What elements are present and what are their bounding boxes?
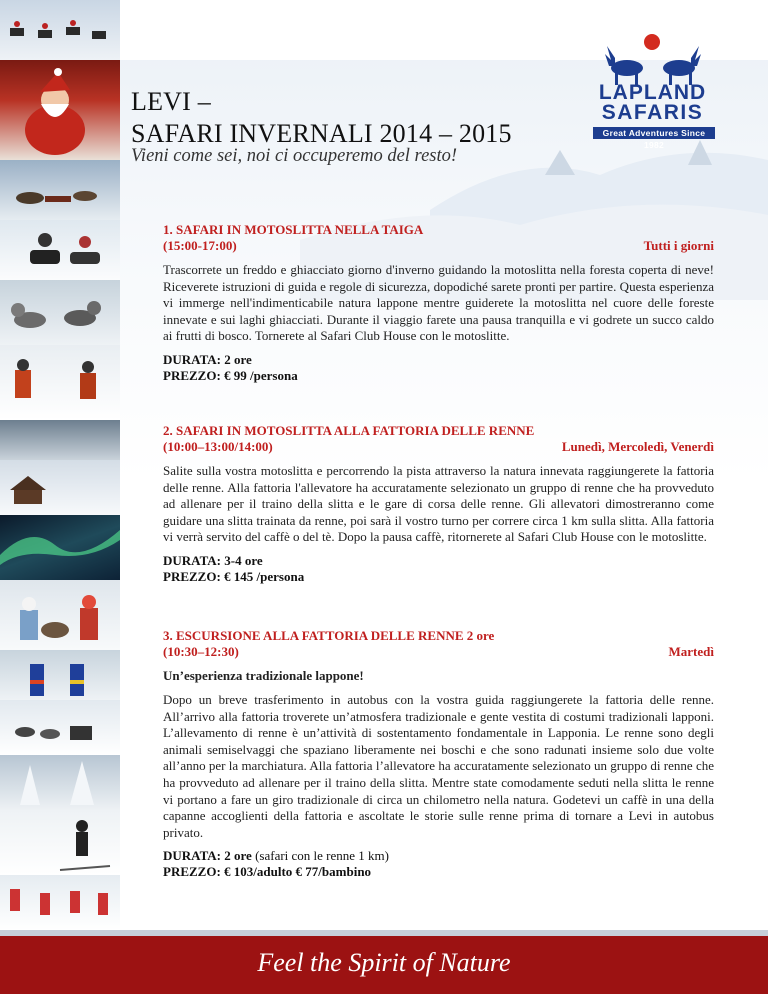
duration-value: 2 ore: [224, 351, 252, 367]
section-snowmobile-taiga: [163, 222, 714, 384]
price-label: PREZZO:: [163, 864, 221, 880]
section-schedule: [163, 238, 714, 254]
photo-sami-people: [0, 650, 120, 700]
title-line-1: LEVI –: [131, 87, 211, 116]
price-line: [163, 368, 714, 384]
section-title: 2. SAFARI IN MOTOSLITTA ALLA FATTORIA DELLE RENNE: [163, 423, 535, 438]
photo-dog-sled: [0, 700, 120, 755]
logo-tagline: Great Adventures Since 1982: [593, 127, 715, 139]
duration-label: DURATA:: [163, 351, 222, 367]
section-days: Tutti i giorni: [643, 238, 714, 253]
section-title: 1. SAFARI IN MOTOSLITTA NELLA TAIGA: [163, 222, 424, 237]
photo-snow-people: [0, 345, 120, 420]
photo-children-reindeer: [0, 580, 120, 650]
duration-value: 3-4 ore: [224, 552, 263, 568]
section-description: Trascorrete un freddo e ghiacciato giorno d'inverno guidando la motoslitta nella foresta coperta di neve! Riceverete istruzioni di guida e regole di sicurezza, dopodiché sarete pronti per partire. Questa esperienza vi immerge nell'indimenticabile natura lappone mentre guiderete la motoslitta nel cuore delle foreste innevate e sui laghi ghiacciati. Durante il viaggio farete una pausa tranquilla e vi godrete un succo caldo ai frutti di bosco. Tornerete al Safari Club House con le motoslitte.: [163, 262, 714, 344]
section-intro: Un’esperienza tradizionale lappone!: [163, 668, 364, 683]
duration-line: [163, 553, 714, 569]
photo-snowshoe-group: [0, 875, 120, 930]
photo-reindeer-sled: [0, 160, 120, 220]
duration-value: 2 ore: [224, 848, 252, 864]
photo-snowmobile-riders: [0, 220, 120, 280]
photo-winter-forest: [0, 420, 120, 460]
photo-cross-country-ski: [0, 810, 120, 875]
photo-snow-trees: [0, 755, 120, 810]
price-line: [163, 569, 714, 585]
section-description: Dopo un breve trasferimento in autobus con la vostra guida raggiungerete la fattoria delle renne. All’arrivo alla fattoria troverete un’atmosfera tradizionale e gente vestita di costumi tradizionali lapponi. L’allevamento di renne è un’attività di sostentamento fondamentale in Lapponia. Le renne sono degli animali semiselvaggi che spaziano liberamente nei boschi e che sono radunati insieme solo due volte all’anno per la marchiatura. Alla fattoria l’allevatore ha accuratamente selezionato un gruppo di renne che ha provveduto ad allenare per il traino della slitta. Mentre state comodamente seduti nella slitta le renne vi portano a fare un giro tradizionale di circa un chilometro nella natura. Godetevi un caffè in una della capanne accoglienti della fattoria e ascoltate le storie sulle renne prima di tornare a Levi in autobus privato.: [163, 692, 714, 840]
duration-note: (safari con le renne 1 km): [255, 848, 389, 864]
logo-text-safaris: SAFARIS: [601, 101, 704, 124]
section-time: (10:30–12:30): [163, 644, 239, 659]
logo-text-lapland: LAPLAND: [598, 81, 707, 104]
price-value: € 103/adulto € 77/bambino: [224, 864, 372, 880]
section-snowmobile-reindeer-farm: [163, 423, 714, 585]
page-title: [131, 86, 512, 150]
photo-husky-dogs: [0, 280, 120, 345]
price-line: [163, 864, 714, 880]
section-description: Salite sulla vostra motoslitta e percorrendo la pista attraverso la natura innevata raggiungerete la fattoria delle renne. Alla fattoria l'allevatore ha accuratamente selezionato un gruppo di renne che ha provveduto ad allenare per il traino della slitta e le gare di corsa delle renne. Gli allevatori dimostreranno come guidare una slitta trainata da renne, poi sarà il vostro turno per correre circa 1 km sulla slitta. Alla fattoria vi verrà servito del caffè o del tè. Dopo la pausa caffè, ritornerete al Safari Club House con le motoslitte.: [163, 463, 714, 545]
section-details: [163, 553, 714, 585]
lapland-safaris-logo: [585, 30, 720, 150]
duration-label: DURATA:: [163, 552, 222, 568]
section-days: Martedì: [668, 644, 714, 659]
section-time: (10:00–13:00/14:00): [163, 439, 273, 454]
section-details: [163, 848, 714, 880]
duration-line: [163, 352, 714, 368]
section-title: 3. ESCURSIONE ALLA FATTORIA DELLE RENNE 2 ore: [163, 628, 495, 643]
price-label: PREZZO:: [163, 568, 221, 584]
title-line-2: SAFARI INVERNALI 2014 – 2015: [131, 119, 512, 148]
section-time: (15:00-17:00): [163, 238, 237, 253]
reindeer-logo-icon: [585, 30, 720, 86]
photo-northern-lights: [0, 515, 120, 580]
section-reindeer-farm-excursion: [163, 628, 714, 880]
price-value: € 99 /persona: [224, 367, 298, 383]
price-value: € 145 /persona: [224, 568, 305, 584]
section-details: [163, 352, 714, 384]
photo-cabin: [0, 460, 120, 515]
page-subtitle: Vieni come sei, noi ci occuperemo del resto!: [131, 146, 458, 166]
section-schedule: [163, 644, 714, 660]
price-label: PREZZO:: [163, 367, 221, 383]
duration-label: DURATA:: [163, 848, 222, 864]
duration-line: [163, 848, 714, 864]
section-days: Lunedì, Mercoledì, Venerdì: [561, 439, 714, 454]
footer-slogan: Feel the Spirit of Nature: [257, 948, 511, 977]
photo-strip: [0, 0, 120, 930]
photo-snowmobiles: [0, 0, 120, 60]
photo-santa: [0, 60, 120, 160]
section-schedule: [163, 439, 714, 455]
